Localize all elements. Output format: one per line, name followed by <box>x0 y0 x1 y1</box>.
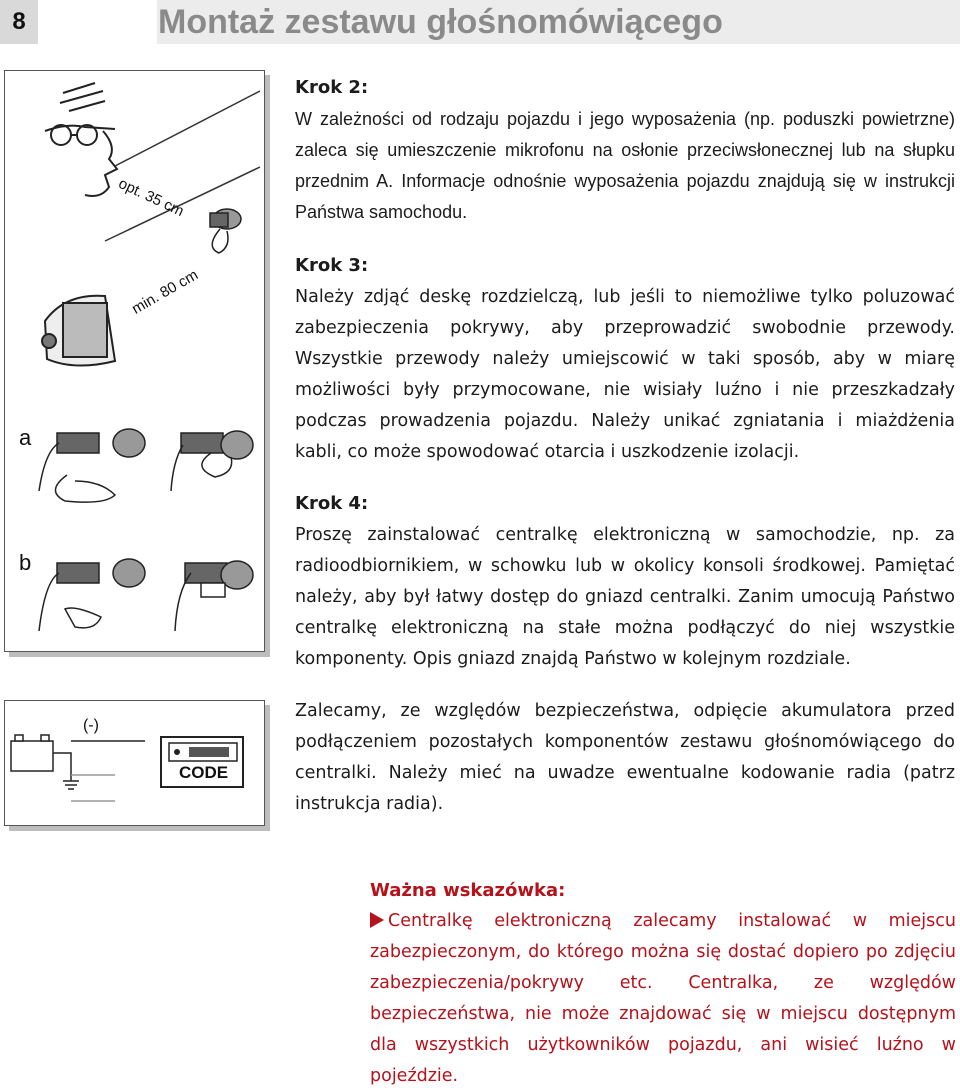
step-3 <box>295 250 955 468</box>
step-3-text: Należy zdjąć deskę rozdzielczą, lub jeśli to niemożliwe tylko poluzować zabezpieczenia pokrywy, aby przeprowadzić swobodnie przewody. Wszystkie przewody należy umiejscowić w taki sposób, aby w miarę możliwości były przymocowane, nie wisiały luźno i nie przeszkadzały podczas prowadzenia pojazdu. Należy unikać zgniatania i miażdżenia kabli, co może spowodować otarcia i uszkodzenie izolacji. <box>295 287 955 462</box>
battery-text: Zalecamy, ze względów bezpieczeństwa, odpięcie akumulatora przed podłączeniem pozostałych komponentów zestawu głośnomówiącego do centralki. Należy mieć na uwadze ewentualne kodowanie radia (patrz instrukcja radia). <box>295 701 955 814</box>
page-title: Montaż zestawu głośnomówiącego <box>157 0 960 44</box>
microphone-b-left-icon <box>39 559 145 631</box>
visor-microphone-icon <box>210 209 241 253</box>
label-minus: (-) <box>83 717 99 734</box>
step-2 <box>295 72 955 228</box>
step-2-title: Krok 2: <box>295 77 369 98</box>
mount-drawing <box>5 71 264 651</box>
label-b: b <box>19 550 32 575</box>
battery-icon <box>11 735 79 789</box>
speaker-icon <box>42 296 115 366</box>
important-note <box>370 876 956 1092</box>
step-3-title: Krok 3: <box>295 255 369 276</box>
microphone-a-left-icon <box>39 429 145 502</box>
play-arrow-icon <box>370 912 384 928</box>
step-4 <box>295 488 955 675</box>
label-min: min. 80 cm <box>129 266 202 318</box>
note-title: Ważna wskazówka: <box>370 880 566 901</box>
microphone-mounting-figure <box>4 70 265 652</box>
battery-paragraph <box>295 696 955 820</box>
label-code: CODE <box>179 763 229 782</box>
battery-figure <box>4 700 265 826</box>
driver-head-icon <box>45 83 117 196</box>
microphone-a-right-icon <box>171 431 253 491</box>
note-text: Centralkę elektroniczną zalecamy instalować w miejscu zabezpieczonym, do którego można się dostać dopiero po zdjęciu zabezpieczenia/pokrywy etc. Centralka, ze względów bezpieczeństwa, nie może znajdować się w miejscu dostępnym dla wszystkich użytkowników pojazdu, ani wisieć luźno w pojeździe. <box>370 911 956 1086</box>
step-4-title: Krok 4: <box>295 493 369 514</box>
label-a: a <box>19 425 32 450</box>
label-opt: opt. 35 cm <box>115 175 187 221</box>
page-number: 8 <box>0 0 38 44</box>
note-body <box>370 906 956 1092</box>
page-header <box>0 0 960 44</box>
microphone-b-right-icon <box>175 561 253 631</box>
step-2-text: W zależności od rodzaju pojazdu i jego wyposażenia (np. poduszki powietrzne) zaleca się umieszczenie mikrofonu na osłonie przeciwsłonecznej lub na słupku przednim A. Informacje odnośnie wyposażenia pojazdu znajdują się w instrukcji Państwa samochodu. <box>295 109 955 222</box>
step-4-text: Proszę zainstalować centralkę elektroniczną w samochodzie, np. za radioodbiornikiem, w schowku lub w okolicy konsoli środkowej. Pamiętać należy, aby był łatwy dostęp do gniazd centralki. Zanim umocują Państwo centralkę elektroniczną na stałe można podłączyć do niej wszystkie komponenty. Opis gniazd znajdą Państwo w kolejnym rozdziale. <box>295 525 955 669</box>
